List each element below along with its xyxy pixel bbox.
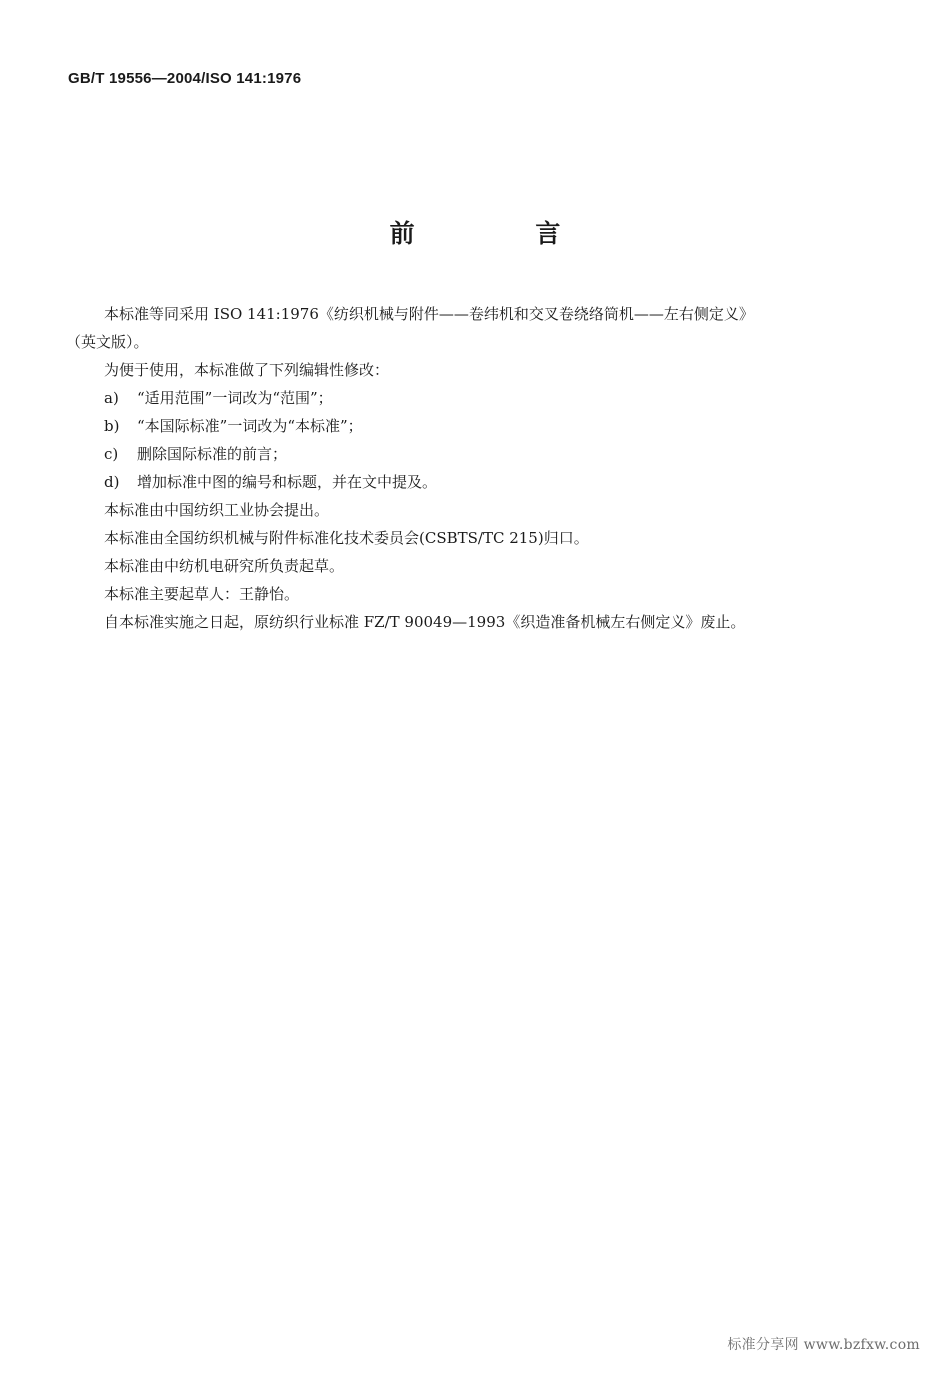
list-item-text: “本国际标准”一词改为“本标准”； (137, 417, 363, 435)
site-watermark: 标准分享网 www.bzfxw.com (727, 1337, 920, 1353)
standard-code: GB/T 19556—2004/ISO 141:1976 (68, 70, 302, 87)
paragraph-adoption-line1: 本标准等同采用 ISO 141:1976《纺织机械与附件——卷纬机和交叉卷绕络筒机——左右侧定义》 (104, 305, 754, 323)
list-item-text: 增加标准中图的编号和标题，并在文中提及。 (137, 473, 438, 491)
paragraph-modifications-intro: 为便于使用，本标准做了下列编辑性修改： (104, 361, 390, 379)
list-item (104, 416, 363, 436)
paragraph-committee: 本标准由全国纺织机械与附件标准化技术委员会(CSBTS/TC 215)归口。 (104, 529, 589, 547)
page-title: 前 言 (389, 219, 617, 248)
list-item-label: d) (104, 473, 120, 491)
paragraph-drafter: 本标准主要起草人：王静怡。 (104, 585, 300, 603)
list-item (104, 444, 287, 464)
list-item (104, 388, 333, 408)
paragraph-supersede: 自本标准实施之日起，原纺织行业标准 FZ/T 90049—1993《织造准备机械左右侧定义》废止。 (104, 613, 746, 631)
paragraph-drafting-unit: 本标准由中纺机电研究所负责起草。 (104, 557, 345, 575)
list-item-text: “适用范围”一词改为“范围”； (137, 389, 333, 407)
paragraph-proposer: 本标准由中国纺织工业协会提出。 (104, 501, 330, 519)
list-item (104, 472, 437, 492)
list-item-label: a) (104, 389, 119, 407)
list-item-label: b) (104, 417, 120, 435)
list-item-label: c) (104, 445, 119, 463)
list-item-text: 删除国际标准的前言； (137, 445, 288, 463)
paragraph-adoption-line2: （英文版）。 (66, 333, 149, 351)
